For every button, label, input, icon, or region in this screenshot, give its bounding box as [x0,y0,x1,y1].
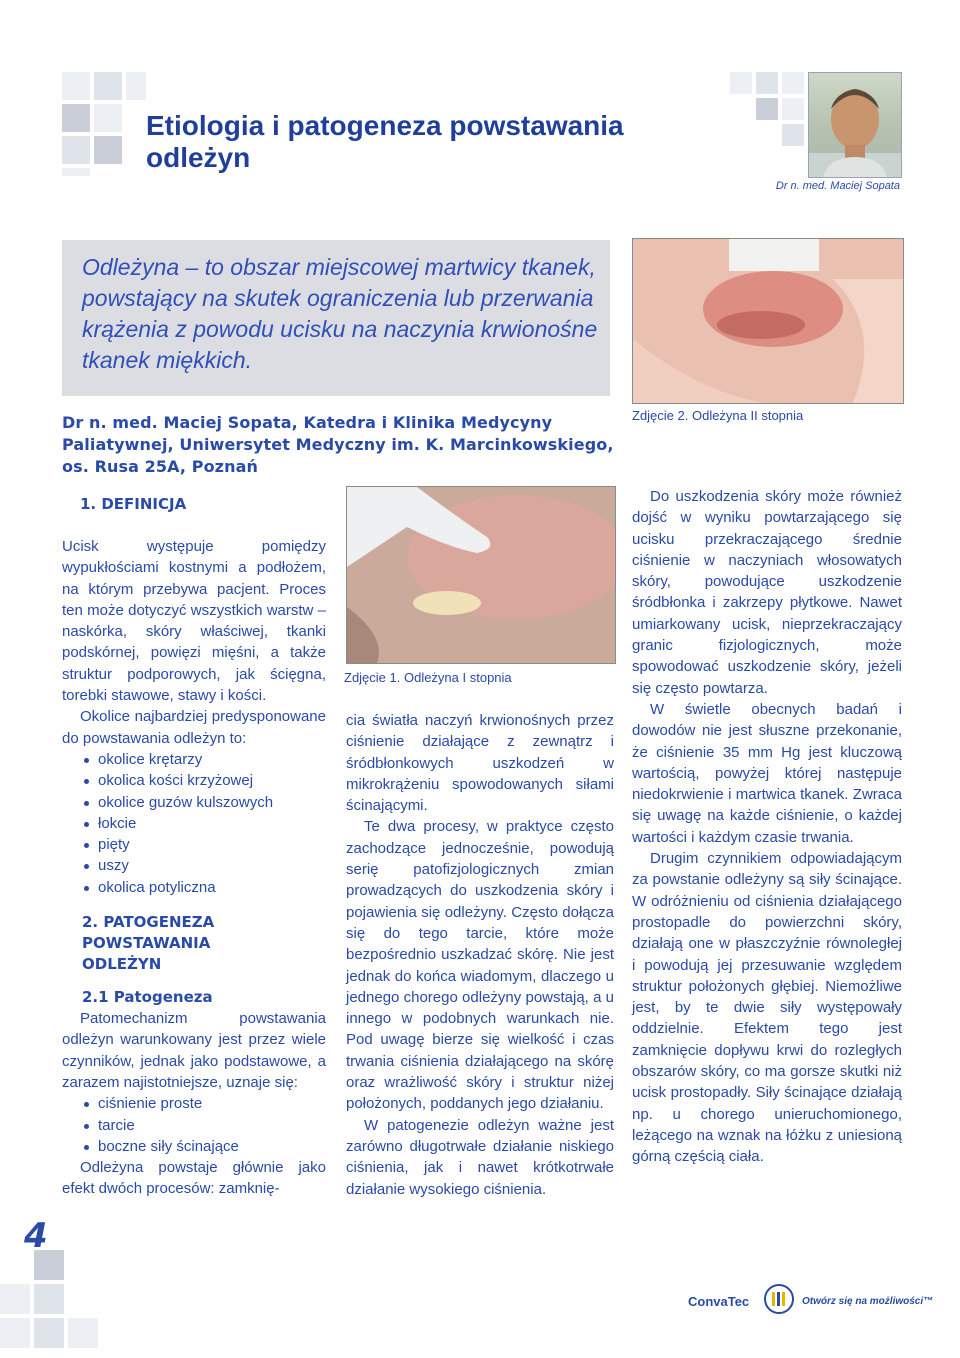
decor-square [62,168,90,176]
page-number: 4 [24,1216,48,1256]
decor-square [782,72,804,94]
decor-square [94,104,122,132]
decor-square [756,72,778,94]
section-heading: 2. PATOGENEZA POWSTAWANIA ODLEŻYN [82,913,215,974]
paragraph: Odleżyna powstaje głównie jako efekt dwóch procesów: zamknię- [62,1159,326,1198]
paragraph: Drugim czynnikiem odpowiadającym za powstanie odleżyny są siły ścinające. W odróżnieniu od ciśnienia działającego prostopadle do powierzchni skóry, działają one w płaszczyźnie równoległej i powodują jej przesuwanie względem struktur położonych głębiej. Niemożliwe jest, by te dwie siły występowały oddzielnie. Efektem tego jest zamknięcie dopływu krwi do rozległych obszarów skóry, co ma gorsze skutki niż ucisk prostopadły. Siły ścinające działają np. u chorego unieruchomionego, leżącego na wznak na łóżku z uniesioną górną częścią ciała. [632,850,902,1166]
decor-square [0,1318,30,1348]
list-item: łokcie [80,813,326,834]
decor-square [68,1318,98,1348]
author-affiliation: Dr n. med. Maciej Sopata, Katedra i Klinika Medycyny Paliatywnej, Uniwersytet Medyczny im. K. Marcinkowskiego, os. Rusa 25A, Poznań [62,413,614,476]
column-3 [632,486,902,1168]
brand-mark-icon [764,1284,794,1314]
list-item: okolica potyliczna [80,877,326,898]
decor-square [730,72,752,94]
paragraph: Do uszkodzenia skóry może również dojść w wyniku powtarzającego się ucisku przekraczającego średnie ciśnienie w naczyniach włosowatych skóry, powodujące uszkodzenie śródbłonka i zakrzepy płytkowe. Nawet umiarkowany ucisk, nieprzekraczający granic fizjologicznych, może spowodować uszkodzenie skóry, jeżeli się często powtarza. [632,488,902,697]
factors-list [62,1093,326,1157]
decor-square [62,136,90,164]
decor-square [62,104,90,132]
column-2 [346,710,614,1200]
decor-square [126,72,146,100]
paragraph: Okolice najbardziej predysponowane do powstawania odleżyn to: [62,708,326,747]
author-caption: Dr n. med. Maciej Sopata [775,180,900,192]
list-item: okolice guzów kulszowych [80,792,326,813]
decor-square [94,72,122,100]
decor-square [94,136,122,164]
list-item: boczne siły ścinające [80,1136,326,1157]
decor-square [0,1284,30,1314]
list-item: tarcie [80,1115,326,1136]
decor-square [782,124,804,146]
decor-square [782,98,804,120]
wound-photo-icon [347,487,615,663]
column-1 [62,495,326,1200]
paragraph: Patomechanizm powstawania odleżyn warunkowany jest przez wiele czynników, jednak jako podstawowe, a zarazem najistotniejsze, uznaje się: [62,1010,326,1091]
list-item: pięty [80,834,326,855]
section-heading: 1. DEFINICJA [80,495,187,513]
author-portrait-icon [809,73,901,177]
brand-tagline: Otwórz się na możliwości™ [802,1296,934,1307]
author-photo [808,72,902,178]
list-item: ciśnienie proste [80,1093,326,1114]
decor-square [62,72,90,100]
subsection-heading: 2.1 Patogeneza [82,988,213,1007]
photo-stage-2 [632,238,904,404]
paragraph: W patogenezie odleżyn ważne jest zarówno długotrwałe działanie niskiego ciśnienia, jak i nawet krótkotrwałe działanie wysokiego ciśnienia. [346,1116,614,1198]
photo-stage-1 [346,486,616,664]
list-item: okolice krętarzy [80,749,326,770]
paragraph: cia światła naczyń krwionośnych przez ciśnienie działające z zewnątrz i śródbłonkowych uszkodzeń w mikrokrążeniu spowodowanych siłami ścinającymi. [346,712,614,815]
list-item: uszy [80,855,326,876]
definition-text: Odleżyna – to obszar miejscowej martwicy tkanek, powstający na skutek ograniczenia lub przerwania krążenia z powodu ucisku na naczynia krwionośne tkanek miękkich. [82,254,598,373]
decor-square [34,1318,64,1348]
photo2-caption: Zdjęcie 2. Odleżyna II stopnia [632,408,804,423]
paragraph: W świetle obecnych badań i dowodów nie jest słuszne przekonanie, że ciśnienie 35 mm Hg jest kluczową wartością, powyżej której następuje niedokrwienie i martwica tkanek. Zwraca się uwagę na każde ciśnienie, o każdej wartości i każdym czasie trwania. [632,700,902,846]
wound-photo-icon [633,239,903,403]
page-title: Etiologia i patogeneza powstawania odleżyn [146,110,624,173]
list-item: okolica kości krzyżowej [80,770,326,791]
decor-square [756,98,778,120]
risk-areas-list [62,749,326,898]
decor-square [34,1284,64,1314]
paragraph: Te dwa procesy, w praktyce często zachodzące jednocześnie, powodują serię patofizjologicznych zmian prowadzących do uszkodzenia skóry i pojawienia się odleżyny. Często dołącza się do tego tarcie, które może bezpośrednio uszkadzać skórę. Nie jest jednak do końca wiadomym, dlaczego u jednego chorego odleżyny powstają, a u innego w podobnych warunkach nie. Pod uwagę bierze się wielkość i czas trwania ciśnienia działającego na skórę oraz wrażliwość skóry i struktur niżej położonych, poddanych jego działaniu. [346,818,614,1113]
paragraph: Ucisk występuje pomiędzy wypukłościami kostnymi a podłożem, na którym przebywa pacjent. Proces ten może dotyczyć wszystkich warstw – naskórka, skóry właściwej, tkanki podskórnej, powięzi mięśni, a także struktur podporowych, jak ścięgna, torebki stawowe, stawy i kości. [62,538,326,705]
photo1-caption: Zdjęcie 1. Odleżyna I stopnia [344,670,512,685]
brand-logo: ConvaTec [688,1294,750,1309]
